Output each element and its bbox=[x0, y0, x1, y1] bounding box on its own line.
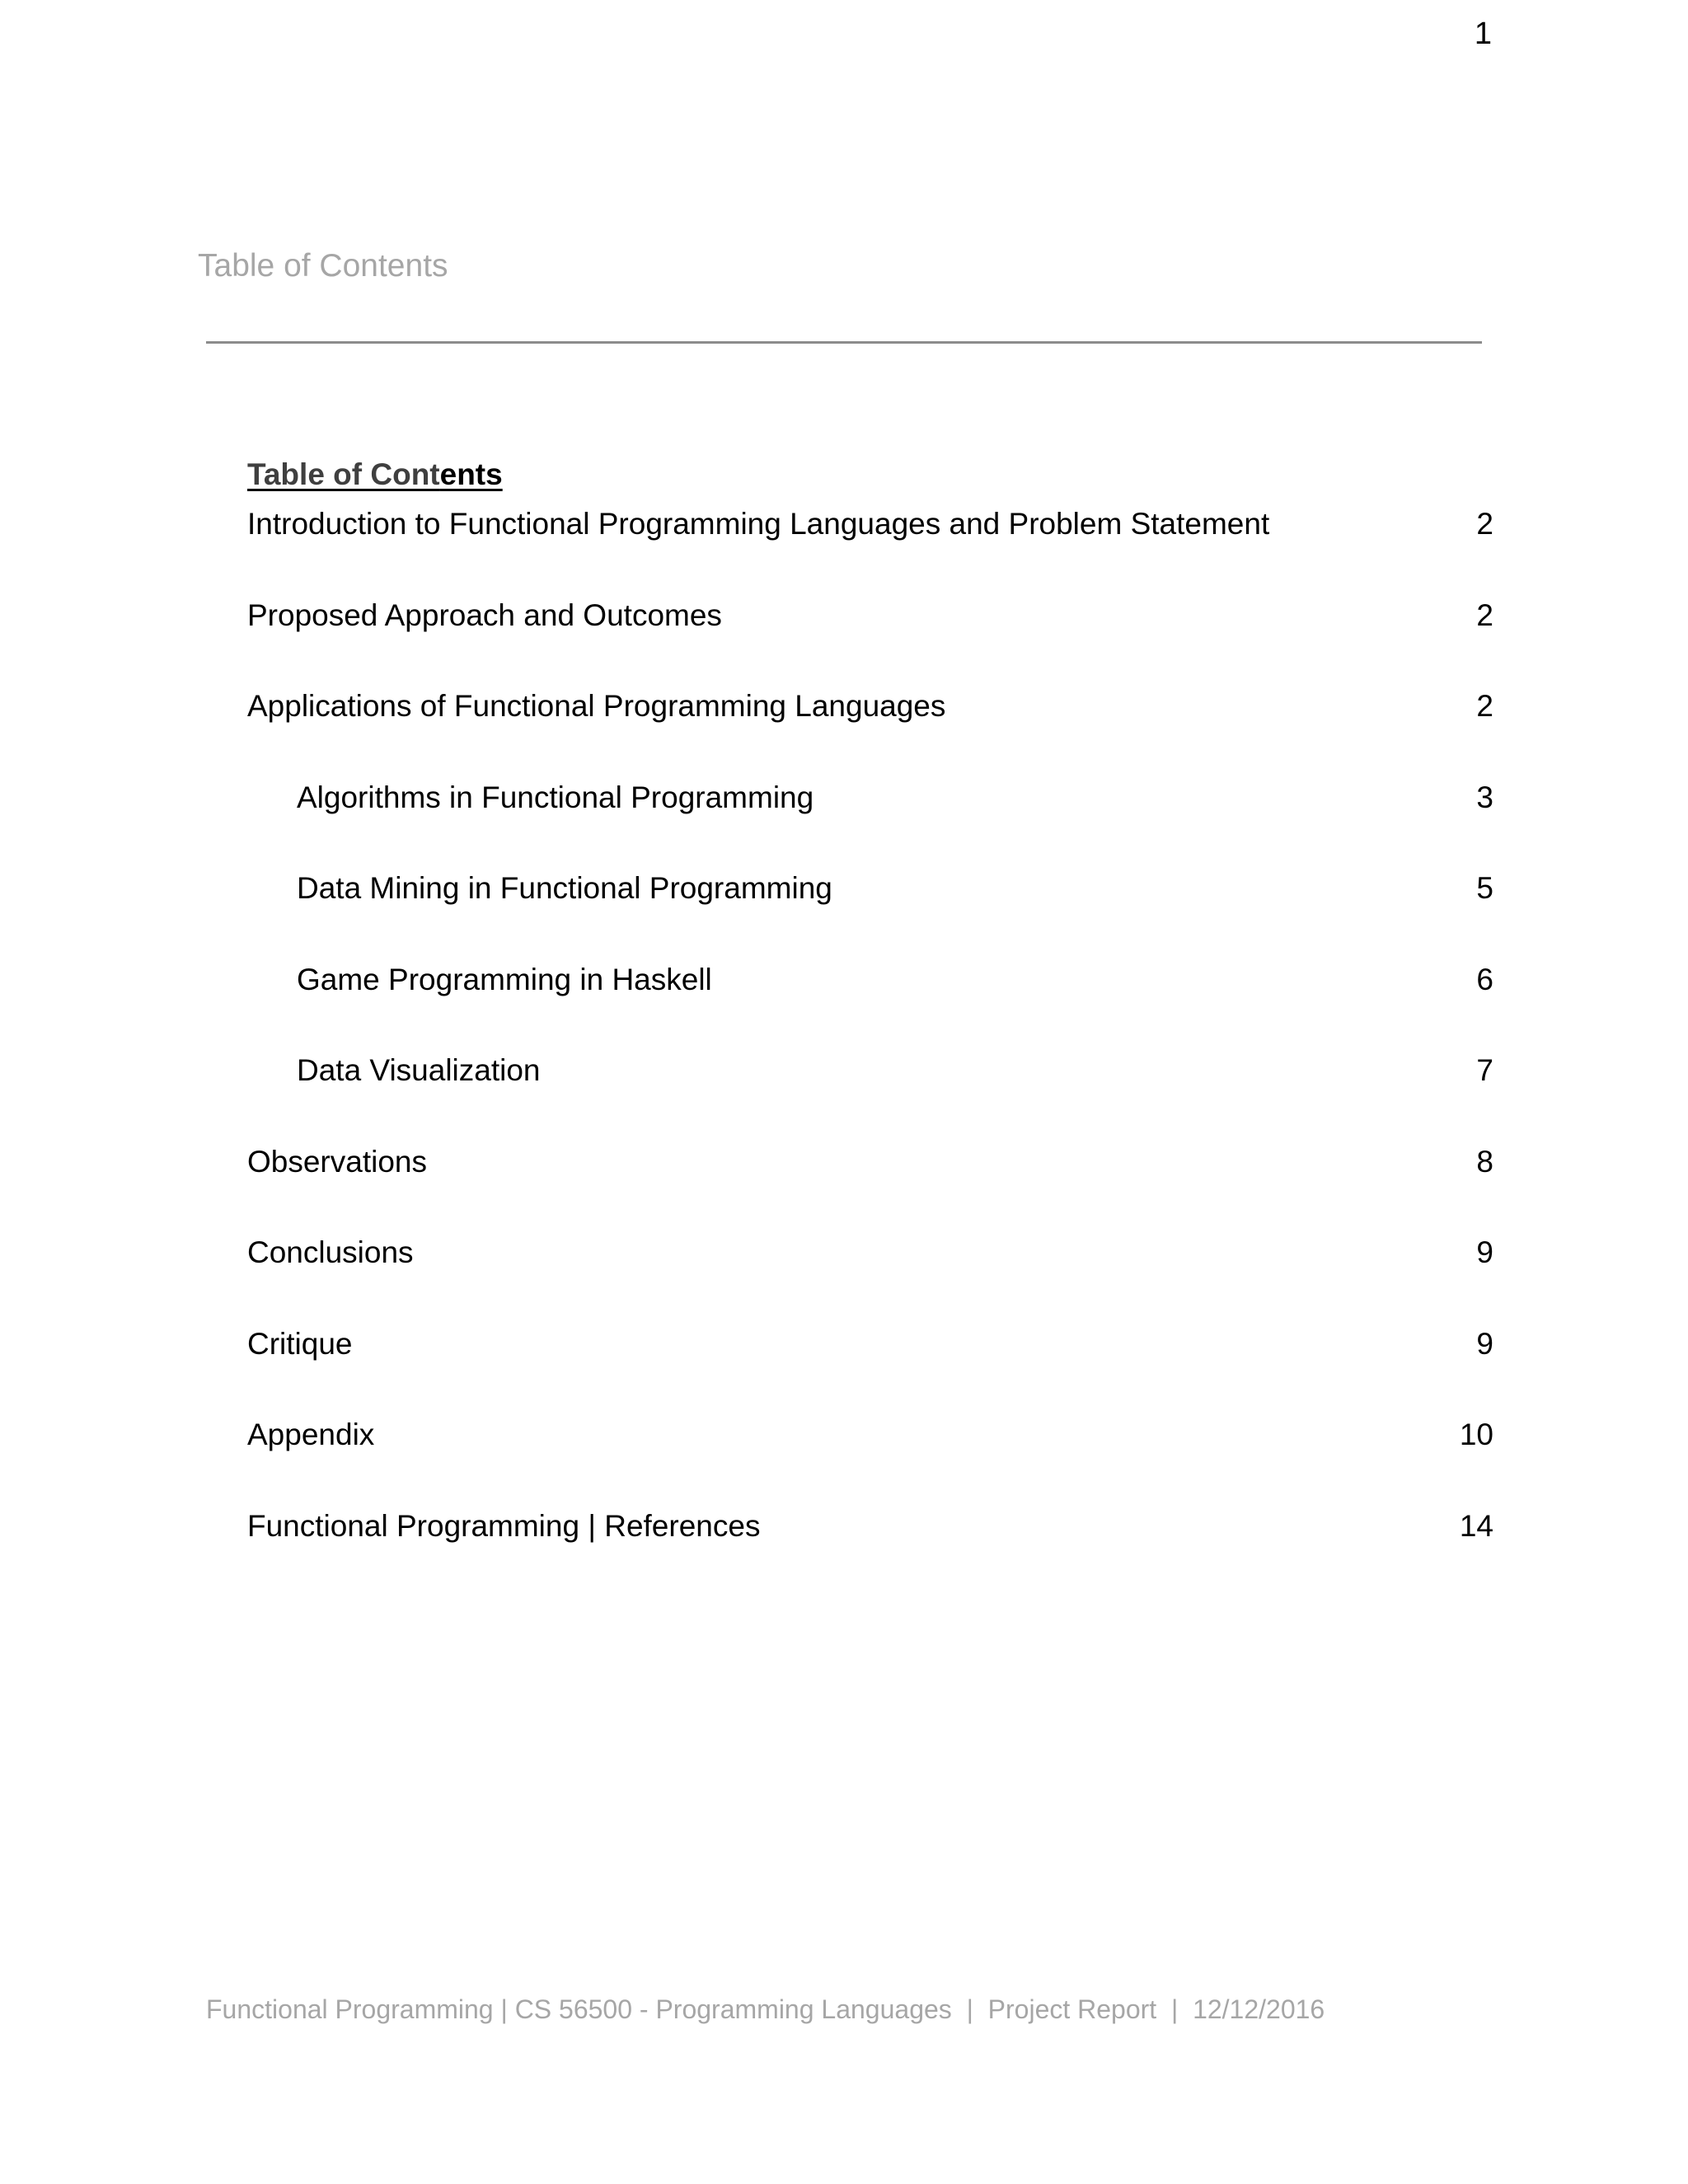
toc-entry-page-number: 3 bbox=[1476, 780, 1493, 814]
toc-entry-page-number: 8 bbox=[1476, 1144, 1493, 1179]
toc-list bbox=[247, 504, 1493, 1597]
toc-heading[interactable] bbox=[247, 455, 1493, 494]
toc-subentry[interactable] bbox=[247, 1051, 1493, 1142]
header-divider bbox=[206, 341, 1482, 344]
toc-entry[interactable] bbox=[247, 1142, 1493, 1234]
header-title: Table of Contents bbox=[198, 248, 448, 284]
toc-entry[interactable] bbox=[247, 1415, 1493, 1507]
toc-entry-label: Critique bbox=[247, 1326, 353, 1361]
toc-entry-page-number: 9 bbox=[1476, 1235, 1493, 1269]
toc-entry-label: Functional Programming | References bbox=[247, 1508, 761, 1543]
toc-entry-label: Data Mining in Functional Programming bbox=[297, 871, 832, 905]
toc-subentry[interactable] bbox=[247, 869, 1493, 960]
toc-entry-page-number: 2 bbox=[1476, 689, 1493, 723]
toc-entry[interactable] bbox=[247, 1233, 1493, 1324]
toc-entry-label: Conclusions bbox=[247, 1235, 414, 1269]
toc-entry[interactable] bbox=[247, 687, 1493, 778]
toc-heading-part1: Table of Cont bbox=[247, 457, 440, 491]
toc-heading-part2: ents bbox=[439, 457, 503, 491]
toc-entry-page-number: 2 bbox=[1476, 507, 1493, 541]
table-of-contents bbox=[247, 455, 1493, 1597]
toc-entry-page-number: 7 bbox=[1476, 1053, 1493, 1087]
toc-subentry[interactable] bbox=[247, 960, 1493, 1052]
toc-entry-label: Algorithms in Functional Programming bbox=[297, 780, 814, 814]
toc-entry-page-number: 10 bbox=[1459, 1418, 1493, 1451]
toc-entry-label: Proposed Approach and Outcomes bbox=[247, 598, 722, 632]
toc-entry-page-number: 5 bbox=[1476, 871, 1493, 905]
toc-entry[interactable] bbox=[247, 596, 1493, 687]
toc-entry[interactable] bbox=[247, 504, 1493, 596]
toc-entry-label: Data Visualization bbox=[297, 1053, 541, 1087]
toc-entry-label: Applications of Functional Programming Languages bbox=[247, 689, 946, 723]
toc-entry[interactable] bbox=[247, 1507, 1493, 1598]
toc-subentry[interactable] bbox=[247, 778, 1493, 869]
toc-entry-label: Appendix bbox=[247, 1418, 375, 1451]
toc-entry-page-number: 2 bbox=[1476, 598, 1493, 632]
toc-entry[interactable] bbox=[247, 1324, 1493, 1416]
toc-entry-page-number: 14 bbox=[1459, 1508, 1493, 1543]
toc-entry-page-number: 6 bbox=[1476, 962, 1493, 996]
toc-entry-label: Game Programming in Haskell bbox=[297, 962, 712, 996]
toc-entry-label: Observations bbox=[247, 1144, 427, 1179]
page-number: 1 bbox=[1474, 16, 1492, 51]
toc-entry-label: Introduction to Functional Programming Languages and Problem Statement bbox=[247, 507, 1270, 541]
toc-entry-page-number: 9 bbox=[1476, 1326, 1493, 1361]
page-footer: Functional Programming | CS 56500 - Programming Languages | Project Report | 12/12/2016 bbox=[206, 1994, 1325, 2024]
